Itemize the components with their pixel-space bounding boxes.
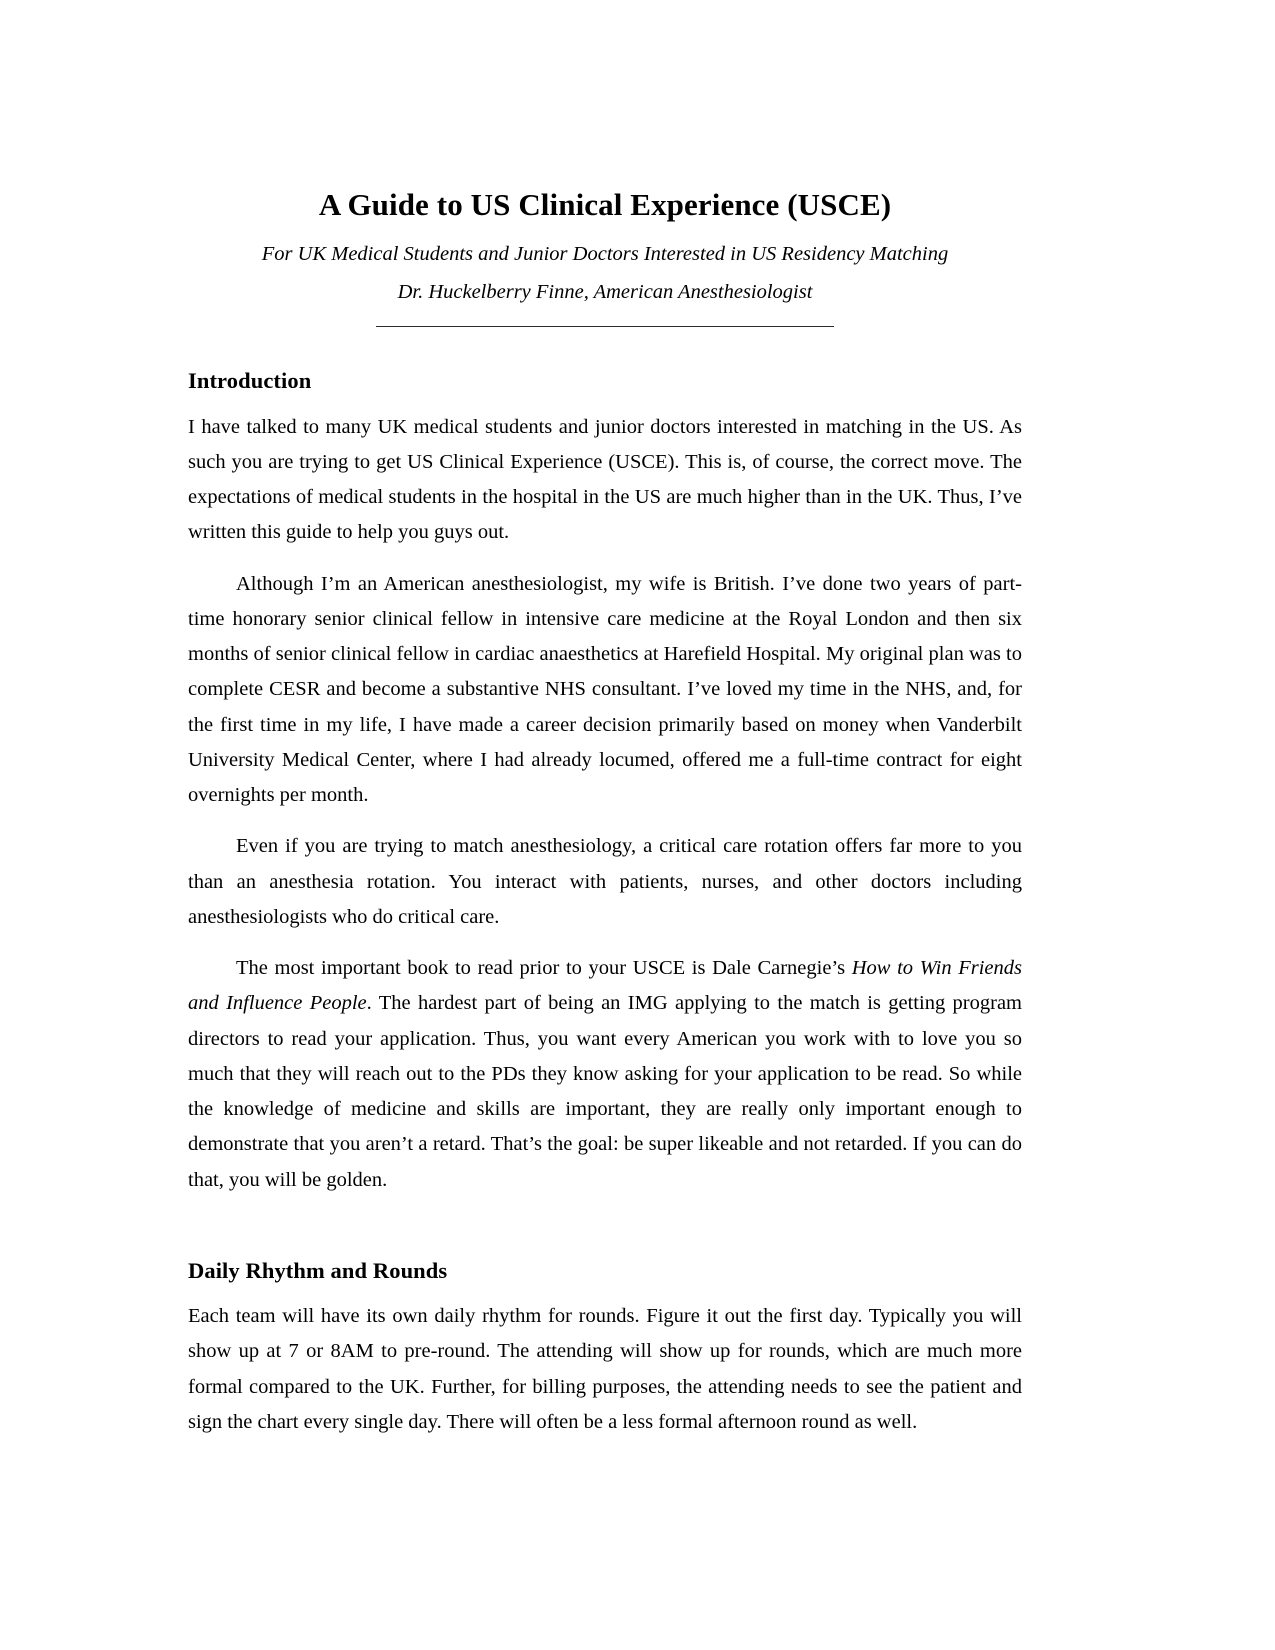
section-heading-introduction: Introduction (188, 368, 312, 394)
paragraph-intro-4-text-before: The most important book to read prior to your USCE is Dale Carnegie’s (236, 957, 852, 980)
paragraph-daily-1: Each team will have its own daily rhythm for rounds. Figure it out the first day. Typically you will show up at 7 or 8AM to pre-round. The attending will show up for rounds, which are much more formal compared to the UK. Further, for billing purposes, the attending needs to see the patient and sign the chart every single day. There will often be a less formal afternoon round as well. (188, 1305, 1022, 1433)
spacer (188, 813, 1022, 829)
section-heading-daily-rhythm-and-rounds: Daily Rhythm and Rounds (188, 1257, 448, 1283)
paragraph-intro-3: Even if you are trying to match anesthesiology, a critical care rotation offers far more to you than an anesthesia rotation. You interact with patients, nurses, and other doctors including anesthesiologists who do critical care. (188, 835, 1022, 928)
paragraph-intro-4-text-after: . The hardest part of being an IMG applying to the match is getting program directors to read your application. Thus, you want every American you work with to love you so much that they will reach out to the PDs they know asking for your application to be read. So while the knowledge of medicine and skills are important, they are really only important enough to demonstrate that you aren’t a retard. That’s the goal: be super likeable and not retarded. If you can do that, you will be golden. (188, 992, 1022, 1191)
spacer (188, 1198, 1022, 1256)
paragraph-intro-2: Although I’m an American anesthesiologist, my wife is British. I’ve done two years of part-time honorary senior clinical fellow in intensive care medicine at the Royal London and then six months of senior clinical fellow in cardiac anaesthetics at Harefield Hospital. My original plan was to complete CESR and become a substantive NHS consultant. I’ve loved my time in the NHS, and, for the first time in my life, I have made a career decision primarily based on money when Vanderbilt University Medical Center, where I had already locumed, offered me a full-time contract for eight overnights per month. (188, 572, 1022, 807)
book-title-emphasis: How to Win Friends and Influence People (188, 957, 1022, 1015)
spacer (188, 935, 1022, 951)
spacer (188, 1285, 1022, 1299)
spacer (188, 551, 1022, 567)
document-subtitle: For UK Medical Students and Junior Doctors Interested in US Residency Matching (261, 242, 949, 265)
spacer (188, 327, 1022, 366)
horizontal-rule (376, 326, 834, 327)
spacer (188, 396, 1022, 410)
document-content (188, 186, 1022, 1440)
paragraph-intro-1: I have talked to many UK medical students and junior doctors interested in matching in the US. As such you are trying to get US Clinical Experience (USCE). This is, of course, the correct move. The expectations of medical students in the hospital in the US are much higher than in the UK. Thus, I’ve written this guide to help you guys out. (188, 415, 1022, 544)
document-author: Dr. Huckelberry Finne, American Anesthesiologist (397, 280, 813, 303)
paragraph-intro-4 (188, 951, 1022, 1198)
page-title: A Guide to US Clinical Experience (USCE) (318, 187, 892, 222)
